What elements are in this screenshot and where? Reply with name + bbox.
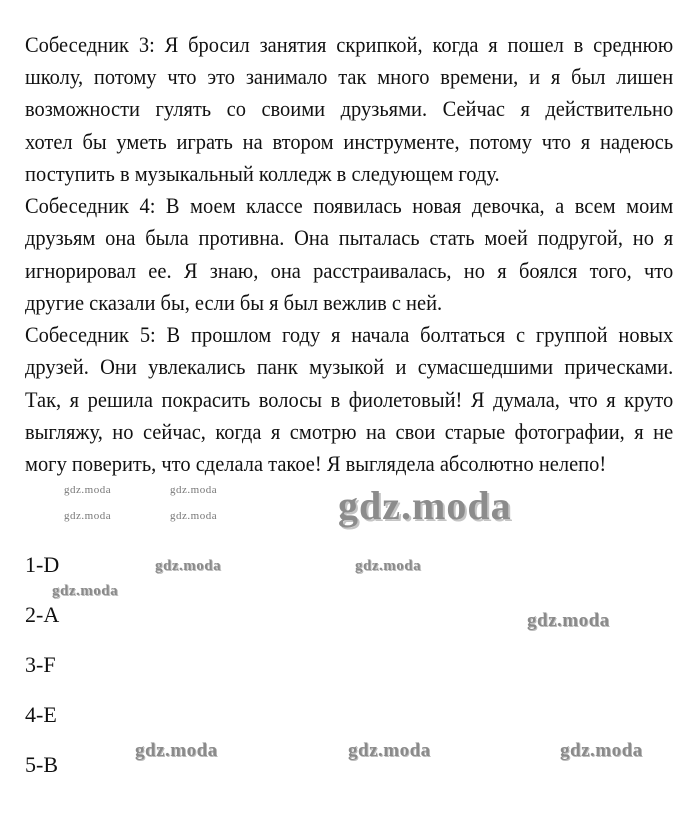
paragraph-3-line: Так, я решила покрасить волосы в фиолетовый! Я думала, что я круто: [25, 387, 674, 412]
paragraph-2-line: другие сказали бы, если бы я был вежлив с ней.: [25, 290, 443, 315]
watermark: gdz.moda: [64, 510, 112, 522]
watermark: gdz.moda: [348, 740, 431, 761]
paragraph-2-line: друзьям она была противна. Она пыталась стать моей подругой, но я: [25, 225, 674, 250]
watermark: gdz.moda: [135, 740, 218, 761]
paragraph-1-line: поступить в музыкальный колледж в следующем году.: [25, 161, 500, 186]
paragraph-1-line: возможности гулять со своими друзьями. Сейчас я действительно: [25, 96, 674, 121]
paragraph-3-line: выгляжу, но сейчас, когда я смотрю на свои старые фотографии, я не: [25, 419, 674, 444]
paragraph-1-line: Собеседник 3: Я бросил занятия скрипкой, когда я пошел в среднюю: [25, 32, 674, 57]
paragraph-3-line: Собеседник 5: В прошлом году я начала болтаться с группой новых: [25, 322, 674, 347]
watermark: gdz.moda: [155, 558, 222, 574]
watermark: gdz.moda: [170, 510, 218, 522]
answer-2: 2-A: [25, 602, 60, 627]
paragraph-2-line: Собеседник 4: В моем классе появилась новая девочка, а всем моим: [25, 193, 674, 218]
paragraph-3-line: друзей. Они увлекались панк музыкой и сумасшедшими прическами.: [25, 354, 674, 379]
watermark: gdz.moda: [170, 484, 218, 496]
watermark: gdz.moda: [64, 484, 112, 496]
watermark: gdz.moda: [52, 583, 119, 599]
paragraph-1-line: хотел бы уметь играть на втором инструменте, потому что я надеюсь: [25, 129, 674, 154]
watermark: gdz.moda: [527, 610, 610, 631]
answer-5: 5-B: [25, 752, 58, 777]
answer-4: 4-E: [25, 702, 57, 727]
paragraph-3-line: могу поверить, что сделала такое! Я выглядела абсолютно нелепо!: [25, 451, 607, 476]
answer-1: 1-D: [25, 552, 60, 577]
paragraph-2-line: игнорировал ее. Я знаю, она расстраивалась, но я боялся того, что: [25, 258, 674, 283]
paragraph-1-line: школу, потому что это занимало так много времени, и я был лишен: [25, 64, 674, 89]
answer-3: 3-F: [25, 652, 56, 677]
watermark: gdz.moda: [355, 558, 422, 574]
watermark: gdz.moda: [560, 740, 643, 761]
watermark-large: gdz.moda: [338, 483, 512, 528]
